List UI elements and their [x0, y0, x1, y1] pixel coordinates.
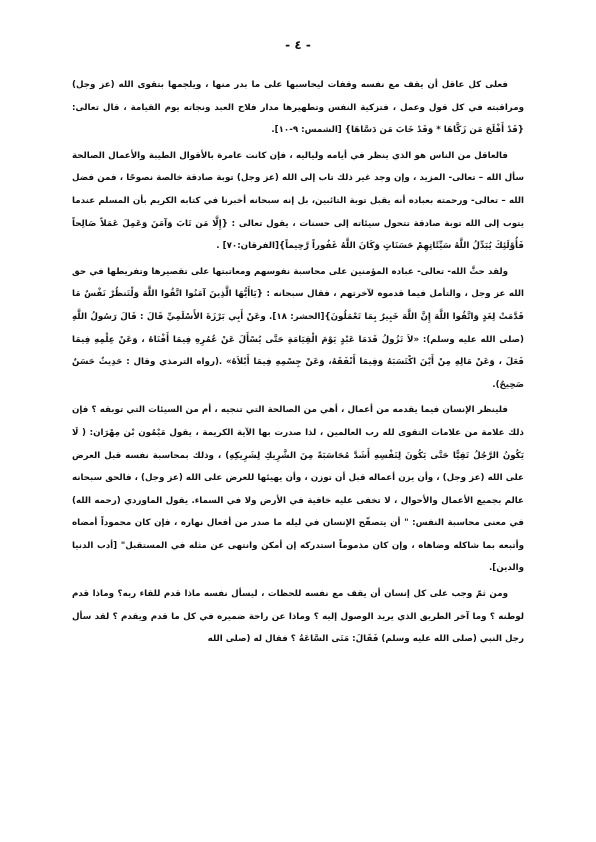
page-number: - ٤ -: [285, 38, 311, 52]
paragraph: فلينظر الإنسان فيما يقدمه من أعمال ، أهي من الصالحة التي تنجيه ، أم من السيئات التي توبقه ؟ فإن ذلك علامة من علامات التقوى لله رب العالمين ، لذا صدرت بها الآية الكريمة ، يقول مَيْمُون بْن مِهْرَان: ( لَا يَكُونُ الرَّجُلُ تَقِيًّا حَتَّى يَكُونَ لِنَفْسِهِ أَشَدَّ مُحَاسَبَةً مِنَ الشَّرِيكِ لِشَرِيكِهِ) ، وذلك بمحاسبة نفسه قبل العرض على الله (عز وجل) ، وأن يزن أعماله قبل أن توزن ، وأن يهيئها للعرض على الله (عز وجل) ، فالحق سبحانه عالم بجميع الأعمال والأحوال ، لا تخفى عليه خافية في الأرض ولا في السماء. يقول الماوردي (رحمه الله) في معنى محاسبة النفس: " أن يتصفّح الإنسان في ليله ما صدر من أفعال نهاره ، فإن كان محموداً أمضاه وأتبعه بما شاكله وضاهاه ، وإن كان مذموماً استدركه إن أمكن وانتهى عن مثله في المستقبل" [أدب الدنيا والدين].: [72, 405, 524, 574]
paragraph: فعلى كل عاقل أن يقف مع نفسه وقفات ليحاسبها على ما بدر منها ، ويلجمها بتقوى الله (عز وجل) ومراقبته في كل قول وعمل ، فتزكية النفس وتطهيرها مدار فلاح العبد ونجاته يوم القيامة ، قال تعالى:{قَدْ أَفْلَحَ مَن زَكَّاهَا * وَقَدْ خَابَ مَن دَسَّاهَا} [الشمس: ٩-١٠].: [72, 80, 524, 136]
paragraph: ولقد حثَّ الله- تعالى- عباده المؤمنين على محاسبة نفوسهم ومعاتبتها على تقصيرها وتفريطها في حق الله عز وجل ، والتأمل فيما قدموه لآخرتهم ، فقال سبحانه : {يَاأَيُّهَا الَّذِينَ آمَنُوا اتَّقُوا اللَّهَ وَلْتَنظُرْ نَفْسٌ مَا قَدَّمَتْ لِغَدٍ وَاتَّقُوا اللَّهَ إِنَّ اللَّهَ خَبِيرٌ بِمَا تَعْمَلُونَ}[الحشر: ١٨]. وعَنْ أَبِي بَرْزَةَ الأَسْلَمِيِّ قَالَ : قَالَ رَسُولُ اللَّهِ (صلى الله عليه وسلم): «لاَ تَزُولُ قَدَمَا عَبْدٍ يَوْمَ الْقِيَامَةِ حَتَّى يُسْأَلَ عَنْ عُمُرِهِ فِيمَا أَفْنَاهُ ، وَعَنْ عِلْمِهِ فِيمَا فَعَلَ ، وَعَنْ مَالِهِ مِنْ أَيْنَ اكْتَسَبَهُ وَفِيمَا أَنْفَقَهُ، وَعَنْ جِسْمِهِ فِيمَا أَبْلاَهُ» .(رواه الترمذي وقال : حَدِيثٌ حَسَنٌ صَحِيحٌ).: [72, 266, 524, 390]
paragraph: فالعاقل من الناس هو الذي ينظر في أيامه ولياليه ، فإن كانت عامرة بالأقوال الطيبة والأعمال الصالحة سأل الله – تعالى- المزيد ، وإن وجد غير ذلك تاب إلى الله (عز وجل) توبة صادقة خالصة نصوحًا ، فمن فضل الله – تعالى- ورحمته بعباده أنه يقبل توبة التائبين، بل إنه سبحانه أخبرنا في كتابه الكريم بأن المسلم عندما يتوب إلى الله توبة صادقة تتحول سيئاته إلى حسنات ، يقول تعالى : {إِلَّا مَن تَابَ وَآمَنَ وَعَمِلَ عَمَلاً صَالِحاً فَأُوْلَئِكَ يُبَدِّلُ اللَّهُ سَيِّئَاتِهِمْ حَسَنَاتٍ وَكَانَ اللَّهُ غَفُوراً رَّحِيماً}[الفرقان:٧٠] .: [72, 150, 524, 252]
body-text: [72, 74, 524, 651]
paragraph: ومن ثمّ وجب على كل إنسان أن يقف مع نفسه للحظات ، ليسأل نفسه ماذا قدم للقاء ربه؟ وماذا قدم لوطنه ؟ وما آخر الطريق الذي يريد الوصول إليه ؟ وماذا عن راحة ضميره في كل ما قدم ويقدم ؟ لقد سأل رجل النبي (صلى الله عليه وسلم) فَقَالَ: مَتَى السَّاعَةُ ؟ فقال له (صلى الله: [72, 589, 524, 645]
